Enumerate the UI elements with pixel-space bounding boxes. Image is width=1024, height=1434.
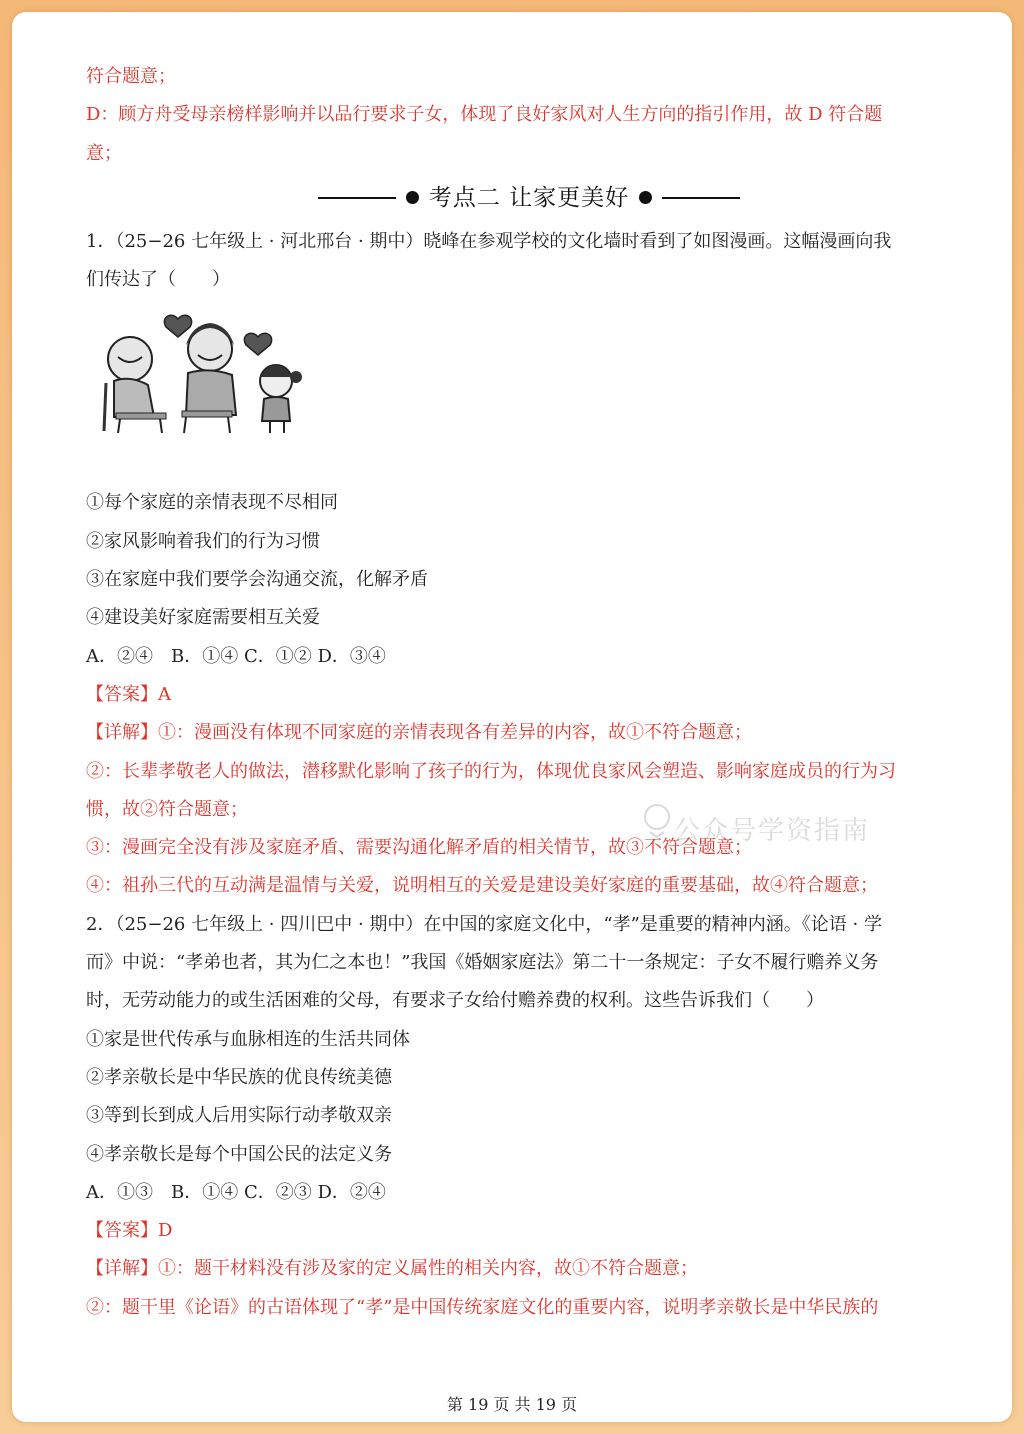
- q1-stem: 1．（25−26 七年级上 · 河北邢台 · 期中）晓峰在参观学校的文化墙时看到了如图漫画。这幅漫画向我: [86, 230, 892, 252]
- watermark-logo-icon: [642, 802, 672, 838]
- prev-analysis-line: 意；: [86, 142, 122, 164]
- prev-analysis-line: 符合题意；: [86, 66, 176, 87]
- q1-analysis-line: 惯，故②符合题意；: [86, 798, 248, 820]
- answer-label: 【答案】: [86, 1220, 158, 1242]
- q2-item: ②孝亲敬长是中华民族的优良传统美德: [86, 1066, 392, 1088]
- answer-value: D: [158, 1220, 173, 1242]
- q1-item: ①每个家庭的亲情表现不尽相同: [86, 492, 338, 514]
- q2-stem: 而》中说：“孝弟也者，其为仁之本也！”我国《婚姻家庭法》第二十一条规定：子女不履行赡养义务: [86, 952, 879, 974]
- heading-text: 考点二 让家更美好: [428, 184, 630, 211]
- q1-item: ②家风影响着我们的行为习惯: [86, 530, 320, 552]
- q1-cartoon-area: [86, 299, 972, 484]
- answer-label: 【答案】: [86, 683, 158, 705]
- q1-analysis-line: ③：漫画完全没有涉及家庭矛盾、需要沟通化解矛盾的相关情节，故③不符合题意；: [86, 837, 752, 859]
- q2-analysis-line: 【详解】①：题干材料没有涉及家的定义属性的相关内容，故①不符合题意；: [86, 1258, 698, 1280]
- prev-analysis-line: D：顾方舟受母亲榜样影响并以品行要求子女，体现了良好家风对人生方向的指引作用，故 D 符合题: [86, 104, 883, 126]
- q2-options: A．①③ B．①④ C．②③ D．②④: [86, 1181, 386, 1203]
- heading-rule-right: [662, 197, 740, 199]
- family-cartoon-illustration: [100, 307, 310, 437]
- heading-dot-left: [406, 191, 419, 204]
- q2-item: ④孝亲敬长是每个中国公民的法定义务: [86, 1143, 392, 1165]
- document-page: [12, 12, 1012, 1422]
- q2-stem: 时，无劳动能力的或生活困难的父母，有要求子女给付赡养费的权利。这些告诉我们（ ）: [86, 990, 824, 1012]
- q1-stem: 们传达了（ ）: [86, 269, 230, 291]
- q2-item: ①家是世代传承与血脉相连的生活共同体: [86, 1028, 410, 1050]
- q2-stem: 2．（25−26 七年级上 · 四川巴中 · 期中）在中国的家庭文化中，“孝”是重要的精神内涵。《论语 · 学: [86, 913, 882, 935]
- q1-options: A．②④ B．①④ C．①② D．③④: [86, 645, 386, 667]
- section-heading-row: [86, 173, 972, 223]
- document-content: [86, 58, 972, 1327]
- q1-item: ④建设美好家庭需要相互关爱: [86, 607, 320, 629]
- watermark-text: 公众号学资指南: [674, 816, 871, 846]
- q1-answer: [86, 676, 972, 714]
- q2-answer: [86, 1212, 972, 1250]
- q2-analysis-line: ②：题干里《论语》的古语体现了“孝”是中国传统家庭文化的重要内容，说明孝亲敬长是中华民族的: [86, 1296, 879, 1318]
- page-footer: 第 19 页 共 19 页: [446, 1395, 578, 1414]
- section-heading: [86, 173, 972, 223]
- answer-value: A: [158, 683, 171, 705]
- q2-item: ③等到长到成人后用实际行动孝敬双亲: [86, 1105, 392, 1127]
- q1-analysis-line: ④：祖孙三代的互动满是温情与关爱，说明相互的关爱是建设美好家庭的重要基础，故④符合题意；: [86, 875, 878, 897]
- heading-rule-left: [318, 197, 396, 199]
- q1-item: ③在家庭中我们要学会沟通交流，化解矛盾: [86, 569, 428, 591]
- heading-dot-right: [639, 191, 652, 204]
- q1-analysis-line: ②：长辈孝敬老人的做法，潜移默化影响了孩子的行为，体现优良家风会塑造、影响家庭成员的行为习: [86, 760, 896, 782]
- q1-analysis-line: 【详解】①：漫画没有体现不同家庭的亲情表现各有差异的内容，故①不符合题意；: [86, 722, 752, 744]
